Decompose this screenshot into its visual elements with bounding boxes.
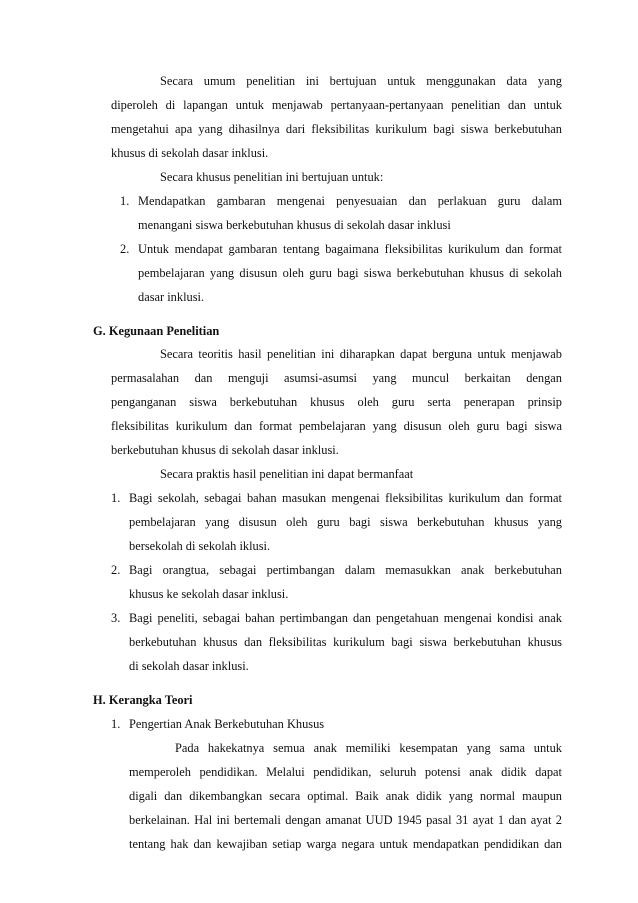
section-g-list-num-1: 1. <box>111 491 121 505</box>
section-g-p1-line-3: penganganan siswa berkebutuhan khusus oleh guru serta penerapan prinsip <box>111 395 562 409</box>
section-g-p1-line-5: berkebutuhan khusus di sekolah dasar inklusi. <box>111 443 339 457</box>
section-g-p1-line-2: permasalahan dan menguji asumsi-asumsi yang muncul berkaitan dengan <box>111 371 562 385</box>
section-g-list-1-line-3: bersekolah di sekolah iklusi. <box>129 539 271 553</box>
section-g-list-1-line-1: Bagi sekolah, sebagai bahan masukan mengenai fleksibilitas kurikulum dan format <box>129 491 562 505</box>
section-g-p1-line-1: Secara teoritis hasil penelitian ini diharapkan dapat berguna untuk menjawab <box>160 347 562 361</box>
section-h-p1-line-5: tentang hak dan kewajiban setiap warga negara untuk mendapatkan pendidikan dan <box>129 837 562 851</box>
section-g-list-2-line-1: Bagi orangtua, sebagai pertimbangan dalam memasukkan anak berkebutuhan <box>129 563 562 577</box>
intro-p1-line-4: khusus di sekolah dasar inklusi. <box>111 146 269 160</box>
intro-list-num-1: 1. <box>120 194 130 208</box>
intro-p1-line-1: Secara umum penelitian ini bertujuan untuk menggunakan data yang <box>160 74 562 88</box>
intro-list-1-line-1: Mendapatkan gambaran mengenai penyesuaian dan perlakuan guru dalam <box>138 194 562 208</box>
section-g-list-3-line-1: Bagi peneliti, sebagai bahan pertimbangan dan pengetahuan mengenai kondisi anak <box>129 611 562 625</box>
section-h-subsection-title: Pengertian Anak Berkebutuhan Khusus <box>129 717 325 731</box>
intro-p1-line-3: mengetahui apa yang dihasilnya dari fleksibilitas kurikulum bagi siswa berkebutuhan <box>111 122 562 136</box>
section-g-p1-line-4: fleksibilitas kurikulum dan format pembelajaran yang disusun oleh guru bagi siswa <box>111 419 562 433</box>
section-g-list-1-line-2: pembelajaran yang disusun oleh guru bagi siswa berkebutuhan khusus yang <box>129 515 562 529</box>
section-h-p1-line-3: digali dan dikembangkan secara optimal. Baik anak didik yang normal maupun <box>129 789 562 803</box>
section-g-p2: Secara praktis hasil penelitian ini dapat bermanfaat <box>160 467 414 481</box>
section-g-list-num-3: 3. <box>111 611 121 625</box>
section-g-list-3-line-3: di sekolah dasar inklusi. <box>129 659 249 673</box>
section-h-p1-line-1: Pada hakekatnya semua anak memiliki kesempatan yang sama untuk <box>175 741 562 755</box>
intro-list-num-2: 2. <box>120 242 130 256</box>
section-h-subsection-num: 1. <box>111 717 121 731</box>
section-g-list-3-line-2: berkebutuhan khusus dan fleksibilitas kurikulum bagi siswa berkebutuhan khusus <box>129 635 562 649</box>
section-h-heading: H. Kerangka Teori <box>93 693 193 707</box>
section-g-heading: G. Kegunaan Penelitian <box>93 324 220 338</box>
intro-list-1-line-2: menangani siswa berkebutuhan khusus di sekolah dasar inklusi <box>138 218 451 232</box>
section-g-list-2-line-2: khusus ke sekolah dasar inklusi. <box>129 587 289 601</box>
section-h-p1-line-4: berkelainan. Hal ini bertemali dengan amanat UUD 1945 pasal 31 ayat 1 dan ayat 2 <box>129 813 562 827</box>
intro-list-2-line-3: dasar inklusi. <box>138 290 205 304</box>
section-g-list-num-2: 2. <box>111 563 121 577</box>
intro-list-2-line-1: Untuk mendapat gambaran tentang bagaimana fleksibilitas kurikulum dan format <box>138 242 562 256</box>
intro-list-2-line-2: pembelajaran yang disusun oleh guru bagi siswa berkebutuhan khusus di sekolah <box>138 266 562 280</box>
intro-p1-line-2: diperoleh di lapangan untuk menjawab pertanyaan-pertanyaan penelitian dan untuk <box>111 98 562 112</box>
intro-p2: Secara khusus penelitian ini bertujuan untuk: <box>160 170 384 184</box>
section-h-p1-line-2: memperoleh pendidikan. Melalui pendidikan, seluruh potensi anak didik dapat <box>129 765 562 779</box>
